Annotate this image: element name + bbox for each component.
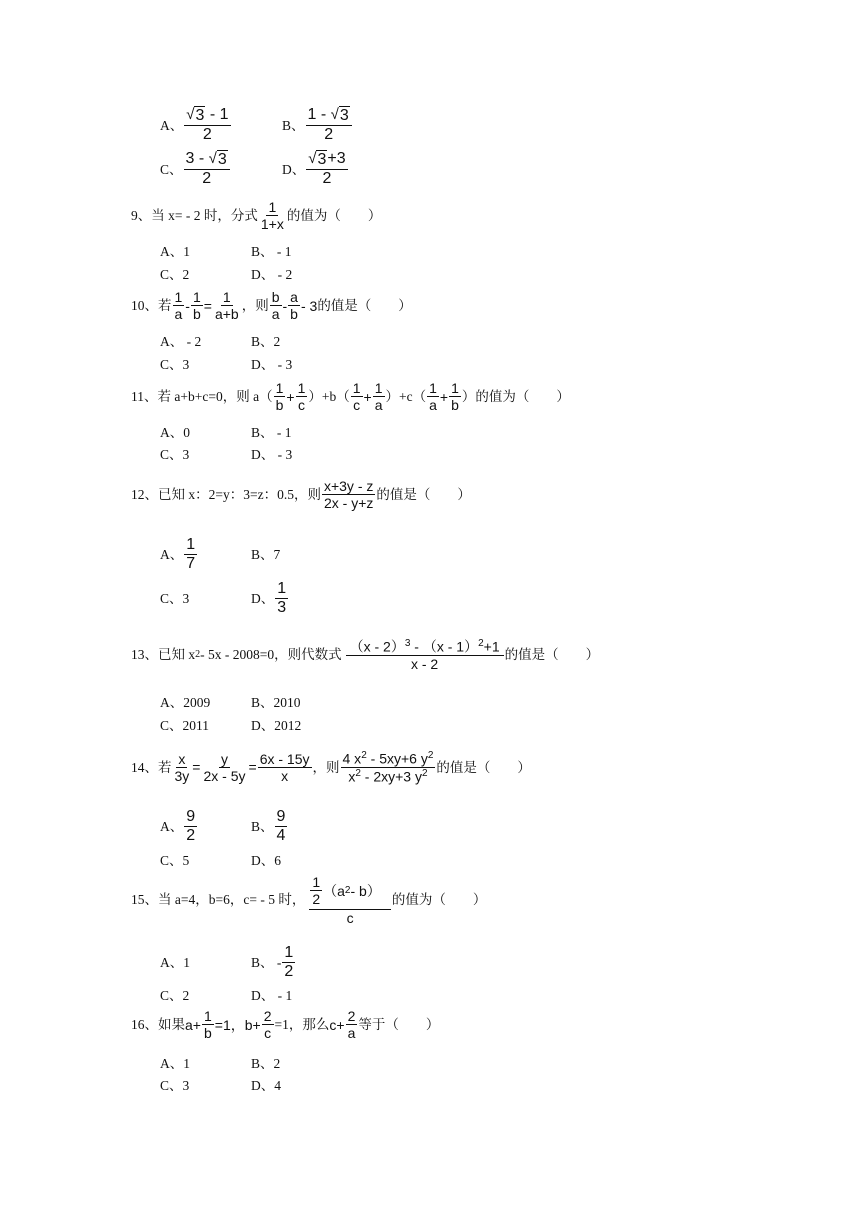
fraction: $\frac{b}{a}$	[271, 289, 280, 323]
q8-options-row-2	[160, 150, 349, 189]
q9-option-b: B、 - 1	[251, 244, 292, 259]
q10-options-row-2	[160, 358, 292, 372]
q15-options-row-1	[160, 944, 296, 982]
sqrt-sign: √ 3	[208, 150, 227, 168]
q12-option-c: C、3	[160, 591, 190, 607]
q9-option-c: C、2	[160, 267, 190, 282]
fraction: $\frac{1}{1+x}$	[260, 199, 284, 233]
q12-option-b: B、7	[251, 547, 281, 563]
fraction: $\frac{1}{7}$	[186, 536, 196, 573]
q13-options-row-1	[160, 696, 301, 710]
q16-option-a: A、1	[160, 1056, 190, 1071]
sqrt-sign: √ 3	[308, 150, 327, 168]
q15-options-row-2	[160, 989, 292, 1003]
q12-options-row-2	[160, 580, 289, 618]
q8-options-row-1	[160, 106, 353, 145]
q9-options-row-1	[160, 245, 292, 259]
q10-option-d: D、 - 3	[251, 357, 293, 372]
q11-option-a: A、0	[160, 425, 190, 440]
fraction: $\frac{9}{4}$	[276, 808, 286, 845]
fraction: $\frac{1}{3}$	[277, 580, 287, 617]
fraction: $\frac{1}{b}$	[192, 289, 201, 323]
q12-options-row-1	[160, 536, 280, 574]
sqrt-sign: √ 3	[330, 106, 349, 124]
fraction: 3 - √ 3 2	[184, 150, 230, 189]
fraction: $\frac{1}{b}$	[451, 380, 459, 414]
q11-option-b: B、 - 1	[251, 425, 292, 440]
fraction: $\frac{1}{c}$	[297, 380, 306, 414]
q9-option-a: A、1	[160, 244, 190, 259]
fraction: $\frac{(x - 2)^3 - (x - 1)^2+1}{x - 2}$	[346, 638, 504, 672]
fraction: √ 3 - 1 2	[186, 106, 229, 144]
q14-options-row-1	[160, 808, 288, 846]
option-label: B、	[282, 117, 305, 133]
fraction: $\frac{1}{b}$	[203, 1008, 212, 1042]
q15-option-b: B、 - $\frac{1}{2}$	[251, 944, 294, 981]
q8-option-a	[160, 106, 282, 145]
q11-option-c: C、3	[160, 447, 190, 462]
q8-option-b	[282, 106, 353, 145]
fraction: √ 3 +3 2	[308, 150, 346, 188]
q15-option-c: C、2	[160, 988, 190, 1003]
fraction: $\frac{1}{2}$	[312, 874, 321, 908]
q9-option-d: D、 - 2	[251, 267, 293, 282]
q10-option-c: C、3	[160, 357, 190, 372]
fraction: $\frac{y}{2x - 5y}$	[203, 750, 246, 784]
fraction: $\frac{2}{a}$	[347, 1008, 356, 1042]
q14-option-c: C、5	[160, 853, 190, 868]
q8-option-d	[282, 150, 349, 189]
fraction: $\frac{9}{2}$	[186, 808, 196, 845]
q10-options-row-1	[160, 335, 280, 349]
q13-option-d: D、2012	[251, 718, 302, 733]
fraction: $\frac{1}{b}$	[275, 380, 284, 414]
q8-option-c	[160, 150, 282, 189]
fraction: $\frac{1}{a+b}$	[214, 289, 239, 323]
q16-option-b: B、2	[251, 1056, 281, 1071]
fraction: $\frac{1}{c}$	[352, 380, 361, 414]
fraction: $\frac{6x - 15y}{x}$	[259, 750, 310, 784]
q11-stem: 11、若 a+b+c=0，则 a（ $\frac{1}{b}$ + $\frac{1}{c}$ ）+b（ $\frac{1}{c}$ + $\frac{1}{a}$ ）+c（ $\frac{1}{a}$ + $\frac{1}{b}$ ）的值为（ ）	[131, 380, 570, 414]
q11-options-row-2	[160, 448, 292, 462]
q13-options-row-2	[160, 719, 301, 733]
fraction: $\frac{2}{c}$	[263, 1008, 272, 1042]
q13-option-c: C、2011	[160, 718, 210, 733]
q14-option-d: D、6	[251, 853, 281, 868]
fraction: 1 - √ 3 2	[306, 106, 352, 145]
q10-stem: 10、若 $\frac{1}{a}$ - $\frac{1}{b}$ = $\frac{1}{a+b}$ ，则 $\frac{b}{a}$ - $\frac{a}{b}$ - 3 的值是（ ）	[131, 289, 412, 323]
q12-stem: 12、已知 x：2=y：3=z：0.5，则 $\frac{x+3y - z}{2x - y+z}$ 的值是（ ）	[131, 478, 471, 512]
q9-stem: 9、当 x= - 2 时，分式 $\frac{1}{1+x}$ 的值为（ ）	[131, 199, 382, 233]
q10-option-a: A、 - 2	[160, 334, 202, 349]
q15-option-d: D、 - 1	[251, 988, 293, 1003]
fraction: $\frac{a}{b}$	[290, 289, 298, 323]
q10-option-b: B、2	[251, 334, 281, 349]
fraction: $\frac{x+3y - z}{2x - y+z}$	[323, 478, 374, 512]
q12-option-d: D、 $\frac{1}{3}$	[251, 580, 287, 617]
fraction: $\frac{1}{2}$ （a 2 - b） c	[309, 874, 391, 926]
sqrt-sign: √ 3	[186, 106, 205, 124]
q16-option-d: D、4	[251, 1078, 281, 1093]
q13-option-a: A、2009	[160, 695, 211, 710]
option-label: D、	[282, 161, 306, 177]
option-label: A、	[160, 117, 184, 133]
option-label: C、	[160, 161, 183, 177]
fraction: $\frac{x}{3y}$	[174, 750, 190, 784]
fraction: $\frac{1}{2}$	[284, 944, 294, 981]
q16-option-c: C、3	[160, 1078, 190, 1093]
q15-option-a: A、1	[160, 955, 190, 971]
q15-stem: 15、当 a=4，b=6，c= - 5 时， $\frac{1}{2}$ （a 2 - b） c 的值为（ ）	[131, 874, 487, 927]
q11-options-row-1	[160, 426, 292, 440]
q14-option-a: A、 $\frac{9}{2}$	[160, 808, 196, 845]
fraction: $\frac{1}{a}$	[374, 380, 383, 414]
fraction: $\frac{1}{a}$	[429, 380, 437, 414]
fraction: $\frac{4 x^2 - 5xy+6 y^2}{x^2 - 2xy+3 y^2}$	[342, 750, 434, 785]
q11-option-d: D、 - 3	[251, 447, 293, 462]
q12-option-a: A、 $\frac{1}{7}$	[160, 536, 196, 573]
q9-options-row-2	[160, 268, 292, 282]
fraction: $\frac{1}{a}$	[174, 289, 183, 323]
q16-options-row-2	[160, 1079, 281, 1093]
q13-option-b: B、2010	[251, 695, 301, 710]
q16-options-row-1	[160, 1057, 280, 1071]
q13-stem: 13、已知 x 2 - 5x - 2008=0，则代数式 $\frac{(x - 2)^3 - (x - 1)^2+1}{x - 2}$ 的值是（ ）	[131, 638, 600, 672]
q14-option-b: B、 $\frac{9}{4}$	[251, 808, 286, 845]
q14-stem: 14、若 $\frac{x}{3y}$ = $\frac{y}{2x - 5y}$ = $\frac{6x - 15y}{x}$ ，则 $\frac{4 x^2 - 5xy+6 y^2}{x^2 - 2xy+3 y^2}$ 的值是（ ）	[131, 750, 531, 785]
q14-options-row-2	[160, 854, 281, 868]
q16-stem: 16、如果 a+ $\frac{1}{b}$ =1， b+ $\frac{2}{c}$ =1，那么 c+ $\frac{2}{a}$ 等于（ ）	[131, 1008, 440, 1042]
